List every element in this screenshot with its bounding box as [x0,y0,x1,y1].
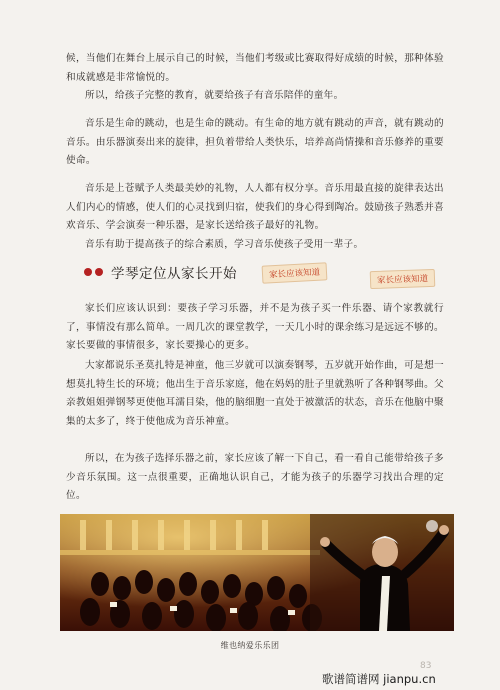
paragraph-2: 所以，给孩子完整的教育，就要给孩子有音乐陪伴的童年。 [85,90,344,101]
paragraph-5: 音乐有助于提高孩子的综合素质，学习音乐使孩子受用一辈子。 [85,239,364,250]
paragraph-3: 音乐是生命的跳动，也是生命的跳动。有生命的地方就有跳动的声音，就有跳动的音乐。由乐器演奏出来的旋律，担负着带给人类快乐，培养高尚情操和音乐修养的重要使命。 [66,118,444,167]
photo-caption: 维也纳爱乐乐团 [220,641,280,650]
paragraph-1: 候，当他们在舞台上展示自己的时候，当他们考级或比赛取得好成绩的时候，那种体验和成就感是非常愉悦的。 [66,53,444,83]
paragraph-4: 音乐是上苍赋予人类最美妙的礼物，人人都有权分享。音乐用最直接的旋律表达出人们内心的情感，使人们的心灵找到归宿，使我们的身心得到陶冶。鼓励孩子熟悉并喜欢音乐、学会演奏一种乐器，是家长送给孩子最好的礼物。 [66,183,444,232]
section-heading-text: 学琴定位从家长开始 [111,266,237,282]
section-heading [84,262,237,282]
parent-tip-sticker: 家长应该知道 [262,262,328,283]
paragraph-7: 大家都说乐圣莫扎特是神童，他三岁就可以演奏钢琴，五岁就开始作曲，可是想一想莫扎特生长的环境；他出生于音乐家庭，他在妈妈的肚子里就熟听了各种钢琴曲。父亲教姐姐弹钢琴更使他耳濡目染，他的脑细胞一直处于被激活的状态，音乐在他脑中聚集的太多了，终于使他成为音乐神童。 [66,360,444,427]
paragraph-6: 家长们应该认识到：要孩子学习乐器，并不是为孩子买一件乐器、请个家教就行了，事情没有那么简单。一周几次的课堂教学，一天几小时的课余练习是远远不够的。家长要做的事情很多，家长要操心的更多。 [66,303,444,352]
parent-tip-sticker-2: 家长应该知道 [370,269,436,289]
orchestra-photo [60,514,454,631]
site-watermark: 歌谱简谱网 jianpu.cn [322,672,436,686]
bullet-dots-icon [84,268,103,276]
paragraph-8: 所以，在为孩子选择乐器之前，家长应该了解一下自己，看一看自己能带给孩子多少音乐氛围。这一点很重要，正确地认识自己，才能为孩子的乐器学习找出合理的定位。 [66,453,444,502]
page-number: 83 [420,661,432,671]
